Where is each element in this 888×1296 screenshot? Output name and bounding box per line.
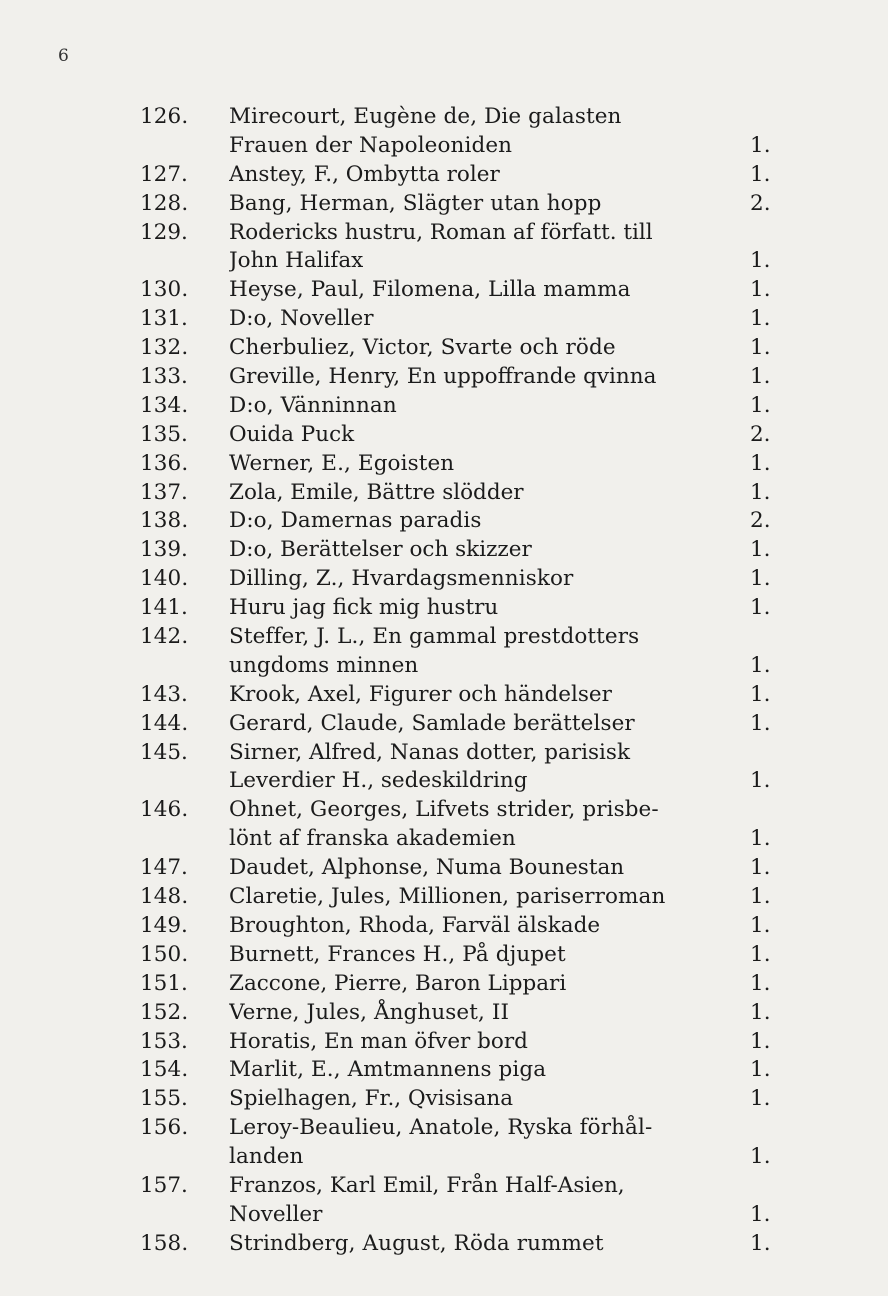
entry-number: 139. (140, 537, 188, 563)
entry-quantity: 1. (750, 306, 771, 332)
entry-line (140, 854, 780, 883)
catalog-entry (140, 970, 780, 999)
entry-text: Ohnet, Georges, Lifvets strider, prisbe- (229, 797, 659, 823)
entry-number: 151. (140, 970, 188, 996)
catalog-entry (140, 854, 780, 883)
entry-quantity: 1. (750, 1144, 771, 1170)
entry-number: 130. (140, 277, 189, 303)
entry-line (140, 190, 780, 219)
entry-quantity: 1. (750, 999, 771, 1025)
entry-quantity: 1. (750, 537, 771, 563)
entry-text: Dilling, Z., Hvardagsmenniskor (229, 566, 574, 592)
entry-quantity: 1. (750, 1028, 771, 1054)
catalog-entry (140, 1172, 780, 1230)
entry-number: 154. (140, 1057, 189, 1083)
entry-number: 132. (140, 335, 189, 361)
entry-quantity: 1. (750, 566, 771, 592)
entry-text: landen (229, 1144, 304, 1170)
catalog-entry (140, 883, 780, 912)
entry-quantity: 1. (750, 392, 771, 418)
entry-line (140, 276, 780, 305)
entry-quantity: 1. (750, 1086, 771, 1112)
catalog-entry (140, 999, 780, 1028)
entry-line (140, 941, 780, 970)
entry-number: 156. (140, 1115, 189, 1141)
entry-line (140, 912, 780, 941)
entry-quantity: 2. (750, 421, 771, 447)
entry-quantity: 1. (750, 161, 771, 187)
entry-text: Leroy-Beaulieu, Anatole, Ryska förhål- (229, 1115, 653, 1141)
entry-number: 146. (140, 797, 189, 823)
entry-line (140, 594, 780, 623)
entry-text: Bang, Herman, Slägter utan hopp (229, 190, 602, 216)
entry-text: Burnett, Frances H., På djupet (229, 941, 566, 967)
entry-number: 129. (140, 219, 188, 245)
entry-line (140, 247, 780, 276)
entry-line (140, 1114, 780, 1143)
entry-text: Marlit, E., Amtmannens piga (229, 1057, 547, 1083)
entry-quantity: 1. (750, 248, 771, 274)
catalog-entry (140, 1114, 780, 1172)
entry-line (140, 334, 780, 363)
catalog-entry (140, 103, 780, 161)
entry-line (140, 1028, 780, 1057)
entry-line (140, 507, 780, 536)
entry-text: Daudet, Alphonse, Numa Bounestan (229, 855, 625, 881)
entry-number: 145. (140, 739, 188, 765)
catalog-entry (140, 392, 780, 421)
entry-text: Ouida Puck (229, 421, 355, 447)
entry-line (140, 103, 780, 132)
catalog-entry (140, 796, 780, 854)
entry-quantity: 1. (750, 652, 771, 678)
catalog-entry (140, 421, 780, 450)
catalog-entry (140, 1085, 780, 1114)
entry-line (140, 450, 780, 479)
entry-number: 150. (140, 941, 189, 967)
entry-number: 138. (140, 508, 189, 534)
entry-quantity: 1. (750, 826, 771, 852)
entry-text: Greville, Henry, En uppoffrande qvinna (229, 364, 657, 390)
entry-text: D:o, Damernas paradis (229, 508, 482, 534)
entry-text: D:o, Noveller (229, 306, 374, 332)
entry-number: 134. (140, 392, 189, 418)
entry-quantity: 1. (750, 941, 771, 967)
catalog-entry (140, 1028, 780, 1057)
entry-text: D:o, Vänninnan (229, 392, 397, 418)
entry-number: 141. (140, 595, 188, 621)
catalog-entry (140, 1230, 780, 1259)
entry-quantity: 1. (750, 335, 771, 361)
entry-text: Franzos, Karl Emil, Från Half-Asien, (229, 1172, 625, 1198)
entry-line (140, 565, 780, 594)
entry-line (140, 652, 780, 681)
catalog-entry (140, 507, 780, 536)
entry-number: 137. (140, 479, 188, 505)
entry-quantity: 1. (750, 450, 771, 476)
entry-line (140, 767, 780, 796)
entry-number: 157. (140, 1172, 188, 1198)
entry-quantity: 1. (750, 710, 771, 736)
catalog-entry (140, 363, 780, 392)
entry-number: 147. (140, 855, 188, 881)
entry-quantity: 1. (750, 1201, 771, 1227)
catalog-entry (140, 334, 780, 363)
page-number: 6 (58, 46, 69, 66)
catalog-entry (140, 681, 780, 710)
entry-number: 136. (140, 450, 189, 476)
entry-text: Steffer, J. L., En gammal prestdotters (229, 624, 640, 650)
entry-quantity: 1. (750, 479, 771, 505)
entry-text: John Halifax (229, 248, 364, 274)
entry-number: 128. (140, 190, 189, 216)
catalog-entry (140, 912, 780, 941)
entry-line (140, 1143, 780, 1172)
entry-text: Anstey, F., Ombytta roler (229, 161, 500, 187)
entry-quantity: 2. (750, 508, 771, 534)
entry-quantity: 2. (750, 190, 771, 216)
entry-quantity: 1. (750, 855, 771, 881)
catalog-entry (140, 276, 780, 305)
entry-text: Noveller (229, 1201, 323, 1227)
entry-text: Sirner, Alfred, Nanas dotter, parisisk (229, 739, 630, 765)
entry-number: 143. (140, 681, 188, 707)
entry-text: Broughton, Rhoda, Farväl älskade (229, 912, 601, 938)
entry-quantity: 1. (750, 681, 771, 707)
entry-line (140, 1172, 780, 1201)
entry-line (140, 739, 780, 768)
entry-line (140, 623, 780, 652)
entry-line (140, 681, 780, 710)
entry-line (140, 536, 780, 565)
catalog-entry (140, 739, 780, 797)
entry-line (140, 883, 780, 912)
entry-quantity: 1. (750, 884, 771, 910)
entry-text: Strindberg, August, Röda rummet (229, 1230, 604, 1256)
entry-quantity: 1. (750, 1230, 771, 1256)
catalog-entry (140, 623, 780, 681)
entry-text: Gerard, Claude, Samlade berättelser (229, 710, 635, 736)
entry-text: Claretie, Jules, Millionen, pariserroman (229, 884, 666, 910)
catalog-entry (140, 161, 780, 190)
entry-text: Werner, E., Egoisten (229, 450, 455, 476)
entry-number: 158. (140, 1230, 189, 1256)
entry-text: Zaccone, Pierre, Baron Lippari (229, 970, 567, 996)
entry-line (140, 1230, 780, 1259)
entry-text: lönt af franska akademien (229, 826, 516, 852)
catalog-entry (140, 479, 780, 508)
entry-line (140, 421, 780, 450)
entry-number: 140. (140, 566, 189, 592)
catalog-entry (140, 710, 780, 739)
catalog-entry (140, 219, 780, 277)
entry-text: Heyse, Paul, Filomena, Lilla mamma (229, 277, 631, 303)
catalog-entry (140, 565, 780, 594)
catalog-list (140, 103, 780, 1259)
entry-number: 144. (140, 710, 189, 736)
entry-text: Horatis, En man öfver bord (229, 1028, 528, 1054)
catalog-entry (140, 536, 780, 565)
entry-text: Cherbuliez, Victor, Svarte och röde (229, 335, 616, 361)
entry-number: 149. (140, 912, 188, 938)
entry-line (140, 796, 780, 825)
entry-line (140, 479, 780, 508)
catalog-entry (140, 305, 780, 334)
catalog-entry (140, 941, 780, 970)
entry-quantity: 1. (750, 1057, 771, 1083)
entry-line (140, 999, 780, 1028)
entry-quantity: 1. (750, 364, 771, 390)
entry-quantity: 1. (750, 277, 771, 303)
entry-number: 135. (140, 421, 188, 447)
entry-line (140, 132, 780, 161)
entry-text: Leverdier H., sedeskildring (229, 768, 528, 794)
catalog-entry (140, 1056, 780, 1085)
entry-line (140, 363, 780, 392)
entry-text: Frauen der Napoleoniden (229, 132, 513, 158)
entry-number: 155. (140, 1086, 188, 1112)
entry-quantity: 1. (750, 912, 771, 938)
entry-quantity: 1. (750, 595, 771, 621)
entry-line (140, 219, 780, 248)
catalog-entry (140, 594, 780, 623)
entry-number: 148. (140, 884, 189, 910)
entry-text: Krook, Axel, Figurer och händelser (229, 681, 612, 707)
entry-line (140, 1085, 780, 1114)
entry-number: 127. (140, 161, 188, 187)
entry-quantity: 1. (750, 768, 771, 794)
entry-number: 131. (140, 306, 188, 332)
entry-line (140, 1056, 780, 1085)
entry-line (140, 305, 780, 334)
entry-line (140, 825, 780, 854)
entry-quantity: 1. (750, 970, 771, 996)
entry-text: Mirecourt, Eugène de, Die galasten (229, 104, 622, 129)
entry-number: 126. (140, 104, 189, 129)
entry-text: Rodericks hustru, Roman af författ. till (229, 219, 653, 245)
entry-number: 153. (140, 1028, 188, 1054)
entry-line (140, 392, 780, 421)
entry-number: 133. (140, 364, 188, 390)
entry-text: D:o, Berättelser och skizzer (229, 537, 532, 563)
entry-line (140, 710, 780, 739)
catalog-entry (140, 450, 780, 479)
entry-text: Spielhagen, Fr., Qvisisana (229, 1086, 514, 1112)
entry-line (140, 1201, 780, 1230)
entry-quantity: 1. (750, 132, 771, 158)
entry-text: Huru jag fick mig hustru (229, 595, 499, 621)
catalog-entry (140, 190, 780, 219)
entry-text: ungdoms minnen (229, 652, 419, 678)
entry-line (140, 161, 780, 190)
entry-number: 142. (140, 624, 189, 650)
entry-text: Zola, Emile, Bättre slödder (229, 479, 524, 505)
entry-text: Verne, Jules, Ånghuset, II (229, 999, 510, 1025)
entry-line (140, 970, 780, 999)
entry-number: 152. (140, 999, 189, 1025)
